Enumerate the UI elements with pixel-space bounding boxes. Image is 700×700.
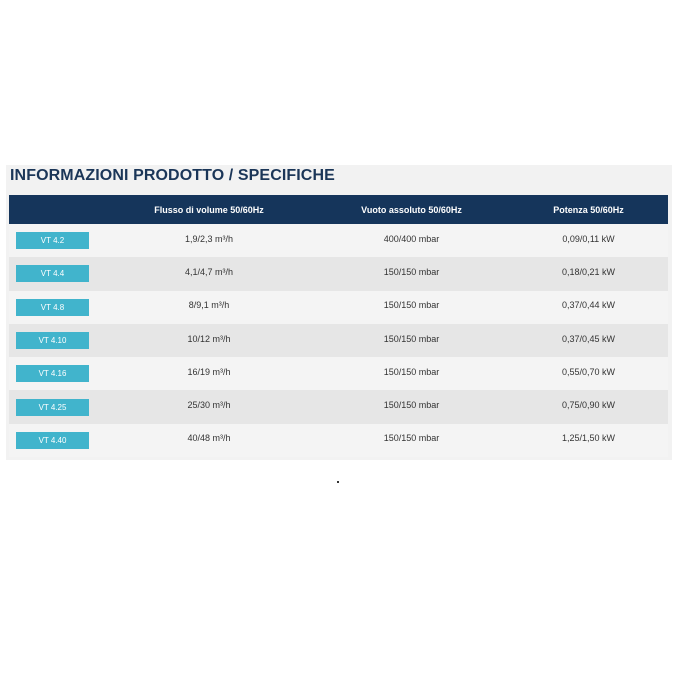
model-badge[interactable]: VT 4.8 xyxy=(16,299,89,316)
stray-dot xyxy=(337,481,339,483)
table-row xyxy=(9,324,668,357)
vacuum-cell: 150/150 mbar xyxy=(383,300,440,311)
power-cell: 0,37/0,44 kW xyxy=(561,300,616,311)
model-badge[interactable]: VT 4.16 xyxy=(16,365,89,382)
power-cell: 0,37/0,45 kW xyxy=(561,333,616,344)
flow-cell: 8/9,1 m³/h xyxy=(188,300,230,311)
model-badge[interactable]: VT 4.40 xyxy=(16,432,89,449)
flow-cell: 4,1/4,7 m³/h xyxy=(184,266,234,277)
power-cell: 1,25/1,50 kW xyxy=(561,433,616,444)
spec-table xyxy=(9,195,668,457)
table-row xyxy=(9,291,668,324)
header-flow: Flusso di volume 50/60Hz xyxy=(154,204,264,215)
flow-cell: 1,9/2,3 m³/h xyxy=(184,233,234,244)
flow-cell: 25/30 m³/h xyxy=(187,400,231,411)
vacuum-cell: 400/400 mbar xyxy=(383,233,440,244)
vacuum-cell: 150/150 mbar xyxy=(383,366,440,377)
table-row xyxy=(9,390,668,423)
section-title: INFORMAZIONI PRODOTTO / SPECIFICHE xyxy=(10,167,335,184)
model-badge[interactable]: VT 4.10 xyxy=(16,332,89,349)
power-cell: 0,75/0,90 kW xyxy=(561,400,616,411)
table-row xyxy=(9,357,668,390)
power-cell: 0,55/0,70 kW xyxy=(561,366,616,377)
vacuum-cell: 150/150 mbar xyxy=(383,333,440,344)
product-spec-panel xyxy=(6,165,672,460)
table-row xyxy=(9,257,668,290)
flow-cell: 10/12 m³/h xyxy=(187,333,231,344)
header-power: Potenza 50/60Hz xyxy=(553,204,624,215)
flow-cell: 40/48 m³/h xyxy=(187,433,231,444)
flow-cell: 16/19 m³/h xyxy=(187,366,231,377)
power-cell: 0,09/0,11 kW xyxy=(562,233,615,244)
power-cell: 0,18/0,21 kW xyxy=(561,266,616,277)
model-badge[interactable]: VT 4.4 xyxy=(16,265,89,282)
table-row xyxy=(9,424,668,457)
table-header xyxy=(9,195,668,224)
model-badge[interactable]: VT 4.2 xyxy=(16,232,89,249)
table-row xyxy=(9,224,668,257)
model-badge[interactable]: VT 4.25 xyxy=(16,399,89,416)
header-vacuum: Vuoto assoluto 50/60Hz xyxy=(361,204,462,215)
vacuum-cell: 150/150 mbar xyxy=(383,433,440,444)
vacuum-cell: 150/150 mbar xyxy=(383,266,440,277)
vacuum-cell: 150/150 mbar xyxy=(383,400,440,411)
